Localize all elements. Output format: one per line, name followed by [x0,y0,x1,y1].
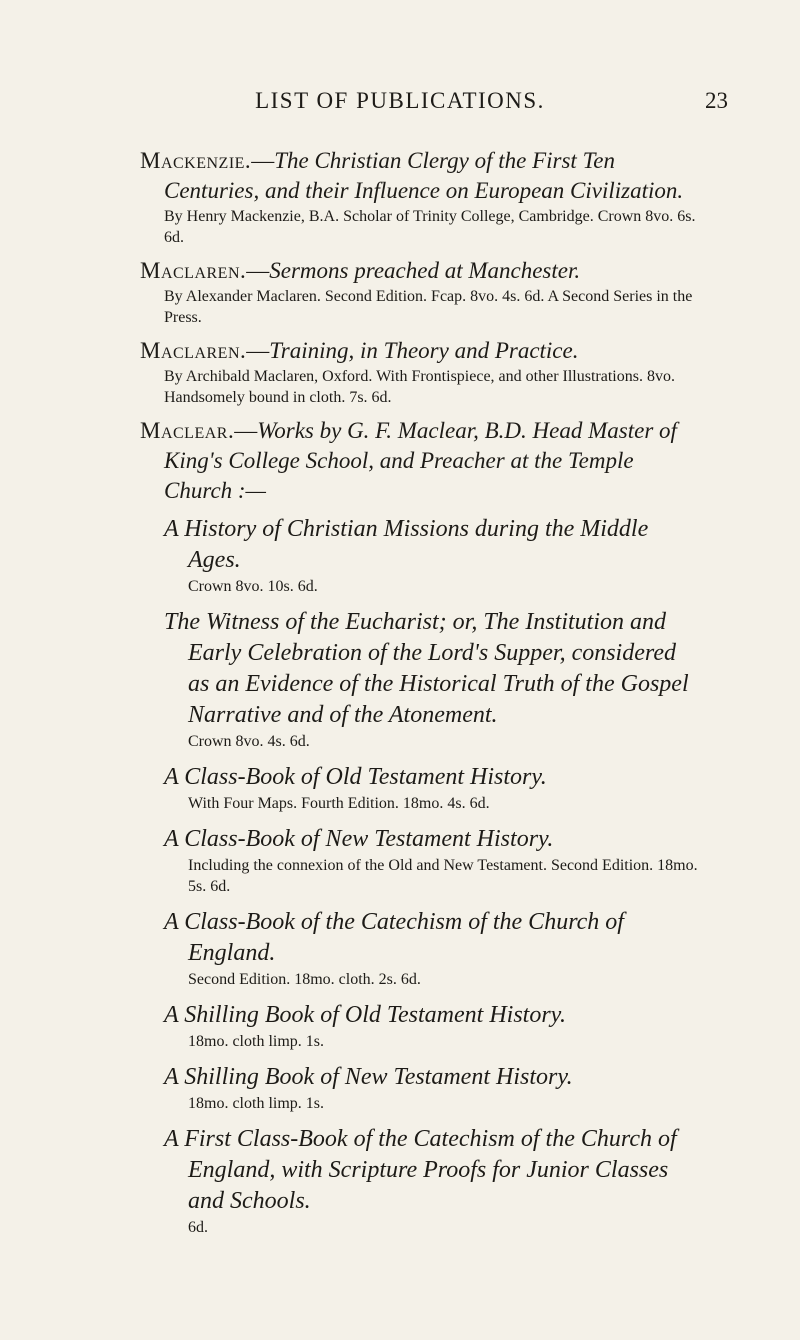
sub-work [164,907,700,990]
page-number: 23 [705,88,728,113]
work-title: Training, in Theory and Practice. [269,338,579,363]
sub-work-title: A First Class-Book of the Catechism of the Church of England, with Scripture Proofs for Junior Classes and Schools. [164,1126,677,1214]
entry-heading: Maclear.—Works by G. F. Maclear, B.D. Head Master of King's College School, and Preacher at the Temple Church :— [140,418,677,503]
sub-work [164,1124,700,1238]
running-head: LIST OF PUBLICATIONS. [255,88,545,113]
sub-work-title: The Witness of the Eucharist; or, The Institution and Early Celebration of the Lord's Supper, considered as an Evidence of the Historical Truth of the Gospel Narrative and of the Atonement. [164,609,689,728]
work-title: The Christian Clergy of the First Ten Centuries, and their Influence on European Civilization. [164,148,684,203]
work-title: Sermons preached at Manchester. [269,258,581,283]
page-header [0,88,800,128]
sub-work-detail: Second Edition. 18mo. cloth. 2s. 6d. [188,971,421,988]
entry-detail: By Henry Mackenzie, B.A. Scholar of Trinity College, Cambridge. Crown 8vo. 6s. 6d. [164,208,696,246]
list-entry [140,256,700,328]
sub-work [164,607,700,752]
sub-work-detail: With Four Maps. Fourth Edition. 18mo. 4s. 6d. [188,795,490,812]
sub-work-detail: 18mo. cloth limp. 1s. [188,1033,324,1050]
author-name: Maclaren. [140,258,247,283]
entry-heading: Maclaren.—Training, in Theory and Practice. [140,338,579,363]
entry-detail: By Archibald Maclaren, Oxford. With Frontispiece, and other Illustrations. 8vo. Handsomely bound in cloth. 7s. 6d. [164,368,675,406]
sub-work-detail: 18mo. cloth limp. 1s. [188,1095,324,1112]
entry-heading: Maclaren.—Sermons preached at Manchester. [140,258,581,283]
list-entry [140,146,700,248]
sub-work-title: A Class-Book of New Testament History. [164,826,554,852]
sub-work-title: A History of Christian Missions during the Middle Ages. [164,516,649,573]
sub-work [164,762,700,814]
sub-work [164,824,700,897]
sub-work-detail: Including the connexion of the Old and New Testament. Second Edition. 18mo. 5s. 6d. [188,857,698,895]
sub-work-detail: Crown 8vo. 10s. 6d. [188,578,318,595]
entry-detail: By Alexander Maclaren. Second Edition. Fcap. 8vo. 4s. 6d. A Second Series in the Press. [164,288,693,326]
sub-work-title: A Shilling Book of New Testament History. [164,1064,573,1090]
sub-work-title: A Class-Book of Old Testament History. [164,764,547,790]
sub-work [164,1000,700,1052]
sub-work-detail: Crown 8vo. 4s. 6d. [188,733,310,750]
author-name: Mackenzie. [140,148,252,173]
author-name: Maclear. [140,418,235,443]
sub-work-title: A Shilling Book of Old Testament History. [164,1002,567,1028]
sub-work [164,514,700,597]
publication-list [140,146,700,1248]
work-title: Works by G. F. Maclear, B.D. Head Master of King's College School, and Preacher at the Temple Church :— [164,418,677,503]
sub-work-detail: 6d. [188,1219,208,1236]
sub-work [164,1062,700,1114]
sub-work-title: A Class-Book of the Catechism of the Church of England. [164,909,624,966]
list-entry [140,336,700,408]
entry-heading: Mackenzie.—The Christian Clergy of the First Ten Centuries, and their Influence on European Civilization. [140,148,684,203]
list-entry [140,416,700,506]
author-name: Maclaren. [140,338,247,363]
